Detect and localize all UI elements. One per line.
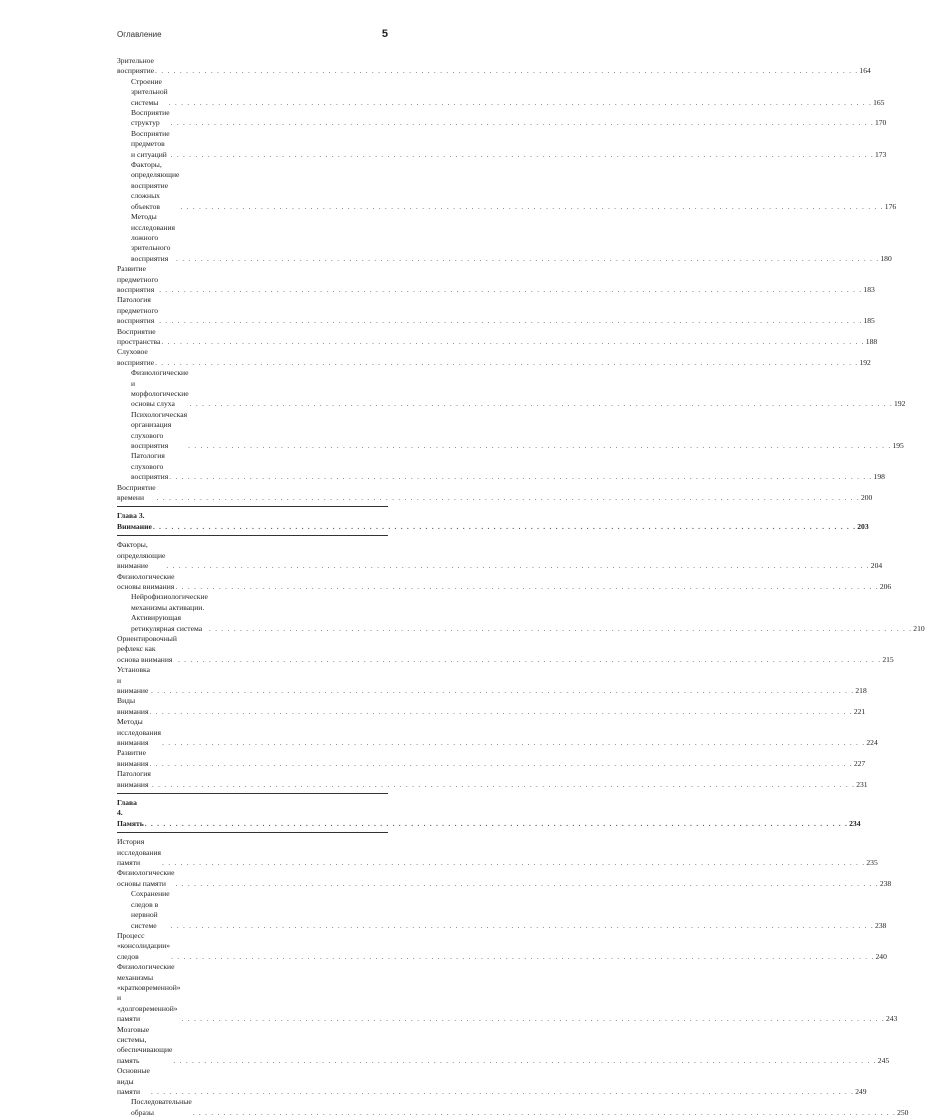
toc-entry[interactable]: Факторы, определяющие восприятие сложных объектов . . . 176 (117, 160, 388, 212)
toc-entry[interactable]: Развитие внимания . . . 227 (117, 748, 388, 769)
toc-entry[interactable]: Психологическая организация слухового восприятия . . . 195 (117, 410, 388, 452)
toc-entry[interactable]: Зрительное восприятие . . . 164 (117, 56, 388, 77)
toc-chapter-4[interactable]: Глава 4. Память . . . 234 (117, 798, 388, 829)
toc-entry[interactable]: Физиологические и морфологические основы слуха . . . 192 (117, 368, 388, 410)
toc-entry[interactable]: Методы исследования внимания . . . 224 (117, 717, 388, 748)
toc-entry[interactable]: Восприятие структур . . . 170 (117, 108, 388, 129)
toc-entry[interactable]: Ориентировочный рефлекс как основа внимания . . . 215 (117, 634, 388, 665)
toc-entry[interactable]: Патология слухового восприятия . . . 198 (117, 451, 388, 482)
toc-entry[interactable]: Физиологические механизмы «кратковременной» и «долговременной» памяти . . . 243 (117, 962, 388, 1024)
toc-entry[interactable]: Сохранение следов в нервной системе . . . 238 (117, 889, 388, 931)
toc-entry[interactable]: Основные виды памяти . . . 249 (117, 1066, 388, 1097)
toc-entry[interactable]: Виды внимания . . . 221 (117, 696, 388, 717)
toc-entry[interactable]: Последовательные образы . . . 250 (117, 1097, 388, 1118)
section-title: Оглавление (117, 30, 162, 39)
running-header (117, 28, 388, 42)
toc-chapter-3[interactable]: Глава 3. Внимание . . . 203 (117, 511, 388, 532)
toc-entry[interactable]: Восприятие предметов и ситуаций . . . 173 (117, 129, 388, 160)
toc-entry[interactable]: Восприятие пространства . . . 188 (117, 327, 388, 348)
toc-entry[interactable]: Строение зрительной системы . . . 165 (117, 77, 388, 108)
toc-entry[interactable]: Процесс «консолидации» следов . . . 240 (117, 931, 388, 962)
toc-entry[interactable]: Методы исследования ложного зрительного восприятия . . . 180 (117, 212, 388, 264)
chapter-divider (117, 793, 388, 794)
toc-entry[interactable]: Установка и внимание . . . 218 (117, 665, 388, 696)
toc-entry[interactable]: Мозговые системы, обеспечивающие память . . . 245 (117, 1025, 388, 1067)
toc-entry[interactable]: Восприятие времени . . . 200 (117, 483, 388, 504)
page-number: 5 (381, 28, 388, 40)
chapter-divider (117, 535, 388, 536)
toc-entry[interactable]: Развитие предметного восприятия . . . 183 (117, 264, 388, 295)
toc-entry[interactable]: История исследования памяти . . . 235 (117, 837, 388, 868)
toc-entry[interactable]: Слуховое восприятие . . . 192 (117, 347, 388, 368)
toc-entry[interactable]: Факторы, определяющие внимание . . . 204 (117, 540, 388, 571)
table-of-contents (117, 56, 925, 1118)
toc-entry[interactable]: Патология внимания . . . 231 (117, 769, 388, 790)
toc-entry[interactable]: Нейрофизиологические механизмы активации. Активирующая ретикулярная система . . . 210 (117, 592, 388, 634)
toc-entry[interactable]: Физиологические основы памяти . . . 238 (117, 868, 388, 889)
chapter-divider (117, 832, 388, 833)
chapter-divider (117, 506, 388, 507)
toc-entry[interactable]: Физиологические основы внимания . . . 206 (117, 572, 388, 593)
toc-entry[interactable]: Патология предметного восприятия . . . 185 (117, 295, 388, 326)
